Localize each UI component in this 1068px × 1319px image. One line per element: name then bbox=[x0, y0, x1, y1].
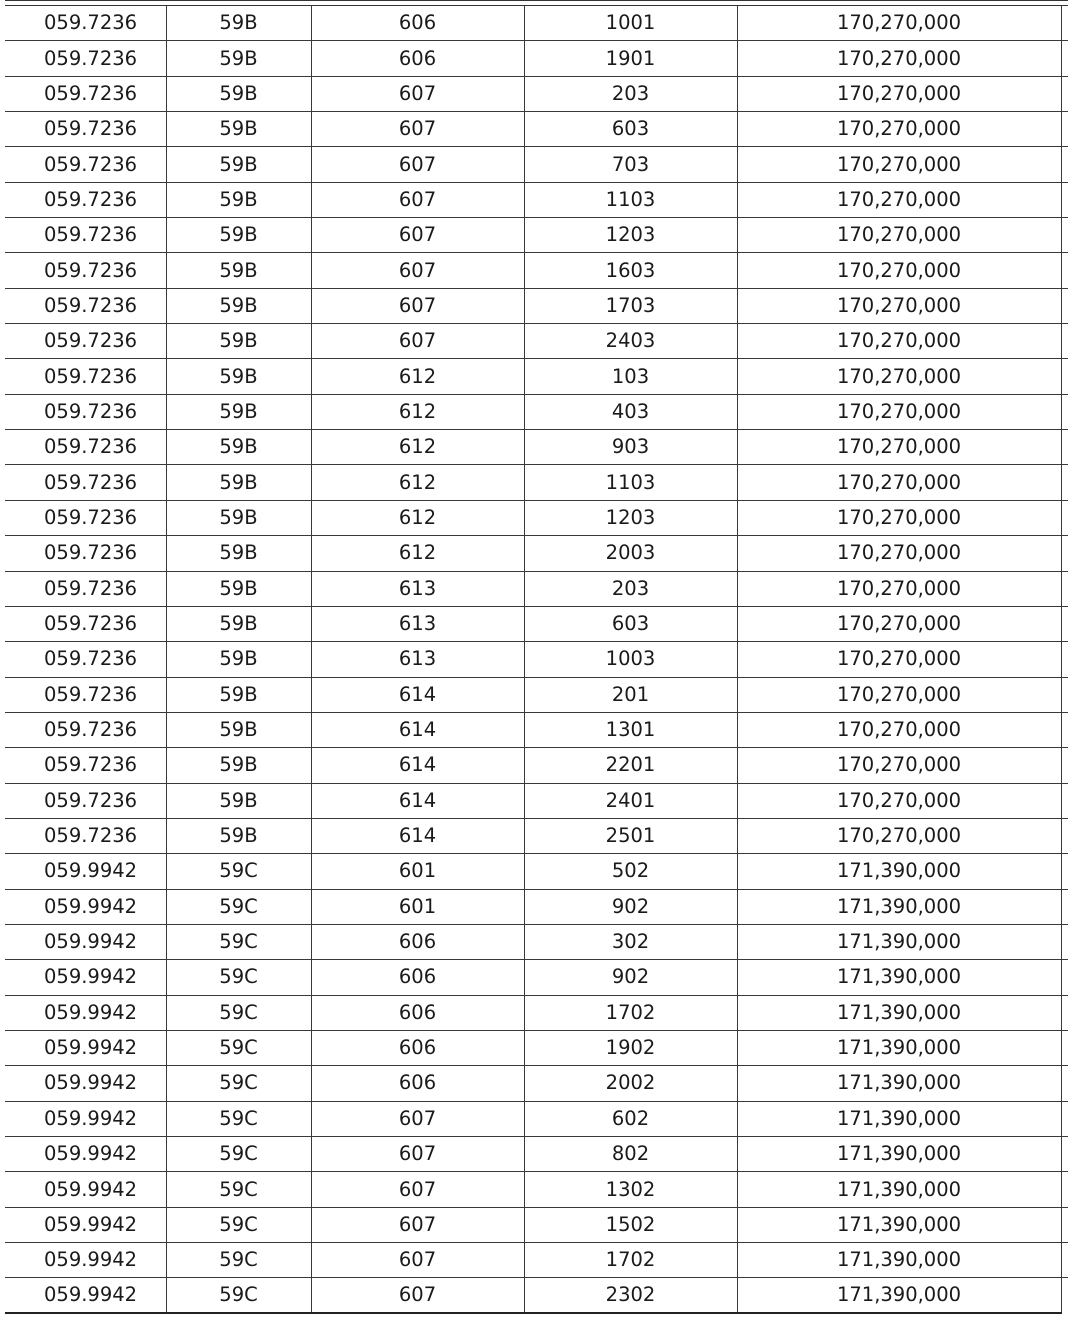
type-cell: 59B bbox=[166, 394, 311, 429]
price-cell: 171,390,000 bbox=[737, 960, 1061, 995]
building-cell: 606 bbox=[311, 995, 524, 1030]
unit-cell: 1103 bbox=[524, 465, 737, 500]
type-cell: 59B bbox=[166, 783, 311, 818]
price-cell: 170,270,000 bbox=[737, 182, 1061, 217]
unit-cell: 1703 bbox=[524, 288, 737, 323]
row-edge bbox=[1061, 889, 1068, 924]
row-edge bbox=[1061, 536, 1068, 571]
row-edge bbox=[1061, 1278, 1068, 1314]
unit-cell: 1702 bbox=[524, 1243, 737, 1278]
building-cell: 607 bbox=[311, 1207, 524, 1242]
unit-cell: 2501 bbox=[524, 818, 737, 853]
building-cell: 607 bbox=[311, 76, 524, 111]
building-cell: 612 bbox=[311, 465, 524, 500]
building-cell: 606 bbox=[311, 1066, 524, 1101]
area-code-cell: 059.9942 bbox=[5, 1207, 166, 1242]
area-code-cell: 059.7236 bbox=[5, 818, 166, 853]
area-code-cell: 059.7236 bbox=[5, 218, 166, 253]
table-row bbox=[5, 889, 1068, 924]
type-cell: 59B bbox=[166, 147, 311, 182]
unit-cell: 1302 bbox=[524, 1172, 737, 1207]
area-code-cell: 059.7236 bbox=[5, 324, 166, 359]
type-cell: 59C bbox=[166, 1207, 311, 1242]
unit-cell: 201 bbox=[524, 677, 737, 712]
building-cell: 612 bbox=[311, 430, 524, 465]
row-edge bbox=[1061, 359, 1068, 394]
area-code-cell: 059.9942 bbox=[5, 995, 166, 1030]
row-edge bbox=[1061, 112, 1068, 147]
row-edge bbox=[1061, 748, 1068, 783]
row-edge bbox=[1061, 1066, 1068, 1101]
type-cell: 59C bbox=[166, 854, 311, 889]
row-edge bbox=[1061, 6, 1068, 41]
building-cell: 614 bbox=[311, 818, 524, 853]
area-code-cell: 059.7236 bbox=[5, 642, 166, 677]
table-row bbox=[5, 1172, 1068, 1207]
area-code-cell: 059.7236 bbox=[5, 465, 166, 500]
table-row bbox=[5, 818, 1068, 853]
area-code-cell: 059.7236 bbox=[5, 147, 166, 182]
table-row bbox=[5, 288, 1068, 323]
row-edge bbox=[1061, 1243, 1068, 1278]
unit-cell: 1502 bbox=[524, 1207, 737, 1242]
unit-cell: 603 bbox=[524, 112, 737, 147]
price-cell: 170,270,000 bbox=[737, 818, 1061, 853]
type-cell: 59B bbox=[166, 500, 311, 535]
area-code-cell: 059.9942 bbox=[5, 1101, 166, 1136]
table-row bbox=[5, 500, 1068, 535]
price-cell: 171,390,000 bbox=[737, 1207, 1061, 1242]
table-row bbox=[5, 783, 1068, 818]
price-cell: 170,270,000 bbox=[737, 571, 1061, 606]
type-cell: 59B bbox=[166, 677, 311, 712]
row-edge bbox=[1061, 430, 1068, 465]
table-row bbox=[5, 430, 1068, 465]
table-row bbox=[5, 854, 1068, 889]
area-code-cell: 059.9942 bbox=[5, 924, 166, 959]
type-cell: 59B bbox=[166, 41, 311, 76]
area-code-cell: 059.7236 bbox=[5, 430, 166, 465]
row-edge bbox=[1061, 712, 1068, 747]
unit-cell: 1301 bbox=[524, 712, 737, 747]
unit-cell: 2002 bbox=[524, 1066, 737, 1101]
table-row bbox=[5, 6, 1068, 41]
area-code-cell: 059.7236 bbox=[5, 783, 166, 818]
unit-cell: 103 bbox=[524, 359, 737, 394]
table-row bbox=[5, 995, 1068, 1030]
building-cell: 606 bbox=[311, 41, 524, 76]
price-cell: 170,270,000 bbox=[737, 6, 1061, 41]
type-cell: 59B bbox=[166, 536, 311, 571]
table-row bbox=[5, 324, 1068, 359]
table-row bbox=[5, 536, 1068, 571]
price-cell: 171,390,000 bbox=[737, 995, 1061, 1030]
table-row bbox=[5, 76, 1068, 111]
type-cell: 59B bbox=[166, 76, 311, 111]
type-cell: 59B bbox=[166, 818, 311, 853]
area-code-cell: 059.9942 bbox=[5, 1278, 166, 1314]
price-cell: 170,270,000 bbox=[737, 430, 1061, 465]
unit-cell: 2401 bbox=[524, 783, 737, 818]
table-row bbox=[5, 1278, 1068, 1314]
price-cell: 170,270,000 bbox=[737, 253, 1061, 288]
table-row bbox=[5, 677, 1068, 712]
row-edge bbox=[1061, 253, 1068, 288]
table-row bbox=[5, 924, 1068, 959]
building-cell: 607 bbox=[311, 288, 524, 323]
row-edge bbox=[1061, 960, 1068, 995]
building-cell: 607 bbox=[311, 1101, 524, 1136]
area-code-cell: 059.7236 bbox=[5, 748, 166, 783]
price-cell: 171,390,000 bbox=[737, 854, 1061, 889]
table-row bbox=[5, 465, 1068, 500]
type-cell: 59C bbox=[166, 1172, 311, 1207]
building-cell: 613 bbox=[311, 606, 524, 641]
row-edge bbox=[1061, 394, 1068, 429]
row-edge bbox=[1061, 76, 1068, 111]
price-cell: 170,270,000 bbox=[737, 147, 1061, 182]
table-row bbox=[5, 606, 1068, 641]
type-cell: 59C bbox=[166, 960, 311, 995]
type-cell: 59B bbox=[166, 465, 311, 500]
area-code-cell: 059.7236 bbox=[5, 253, 166, 288]
unit-cell: 802 bbox=[524, 1137, 737, 1172]
unit-cell: 2403 bbox=[524, 324, 737, 359]
price-cell: 170,270,000 bbox=[737, 465, 1061, 500]
building-cell: 601 bbox=[311, 854, 524, 889]
unit-cell: 1901 bbox=[524, 41, 737, 76]
building-cell: 607 bbox=[311, 324, 524, 359]
area-code-cell: 059.9942 bbox=[5, 1137, 166, 1172]
price-cell: 171,390,000 bbox=[737, 1030, 1061, 1065]
type-cell: 59B bbox=[166, 606, 311, 641]
price-cell: 170,270,000 bbox=[737, 536, 1061, 571]
row-edge bbox=[1061, 147, 1068, 182]
building-cell: 614 bbox=[311, 677, 524, 712]
type-cell: 59B bbox=[166, 571, 311, 606]
price-table-container bbox=[5, 0, 1068, 1314]
unit-cell: 2003 bbox=[524, 536, 737, 571]
price-cell: 170,270,000 bbox=[737, 394, 1061, 429]
unit-cell: 2201 bbox=[524, 748, 737, 783]
type-cell: 59C bbox=[166, 1243, 311, 1278]
type-cell: 59C bbox=[166, 1101, 311, 1136]
row-edge bbox=[1061, 1030, 1068, 1065]
price-cell: 170,270,000 bbox=[737, 642, 1061, 677]
building-cell: 613 bbox=[311, 642, 524, 677]
row-edge bbox=[1061, 677, 1068, 712]
type-cell: 59C bbox=[166, 995, 311, 1030]
price-cell: 170,270,000 bbox=[737, 359, 1061, 394]
building-cell: 607 bbox=[311, 1172, 524, 1207]
row-edge bbox=[1061, 1137, 1068, 1172]
price-cell: 170,270,000 bbox=[737, 112, 1061, 147]
type-cell: 59B bbox=[166, 6, 311, 41]
row-edge bbox=[1061, 41, 1068, 76]
unit-cell: 203 bbox=[524, 571, 737, 606]
building-cell: 601 bbox=[311, 889, 524, 924]
area-code-cell: 059.7236 bbox=[5, 500, 166, 535]
building-cell: 612 bbox=[311, 500, 524, 535]
unit-cell: 1603 bbox=[524, 253, 737, 288]
unit-cell: 902 bbox=[524, 889, 737, 924]
price-cell: 170,270,000 bbox=[737, 500, 1061, 535]
unit-cell: 1203 bbox=[524, 218, 737, 253]
area-code-cell: 059.7236 bbox=[5, 606, 166, 641]
area-code-cell: 059.7236 bbox=[5, 677, 166, 712]
building-cell: 607 bbox=[311, 1278, 524, 1314]
area-code-cell: 059.9942 bbox=[5, 1172, 166, 1207]
table-row bbox=[5, 1101, 1068, 1136]
area-code-cell: 059.7236 bbox=[5, 571, 166, 606]
area-code-cell: 059.7236 bbox=[5, 6, 166, 41]
price-cell: 171,390,000 bbox=[737, 1243, 1061, 1278]
area-code-cell: 059.9942 bbox=[5, 854, 166, 889]
row-edge bbox=[1061, 783, 1068, 818]
building-cell: 612 bbox=[311, 394, 524, 429]
price-cell: 171,390,000 bbox=[737, 1278, 1061, 1314]
table-row bbox=[5, 218, 1068, 253]
building-cell: 612 bbox=[311, 359, 524, 394]
row-edge bbox=[1061, 571, 1068, 606]
area-code-cell: 059.9942 bbox=[5, 889, 166, 924]
building-cell: 606 bbox=[311, 924, 524, 959]
type-cell: 59B bbox=[166, 324, 311, 359]
type-cell: 59B bbox=[166, 182, 311, 217]
unit-cell: 403 bbox=[524, 394, 737, 429]
type-cell: 59B bbox=[166, 359, 311, 394]
table-row bbox=[5, 1066, 1068, 1101]
building-cell: 607 bbox=[311, 1137, 524, 1172]
row-edge bbox=[1061, 606, 1068, 641]
row-edge bbox=[1061, 995, 1068, 1030]
table-row bbox=[5, 112, 1068, 147]
building-cell: 613 bbox=[311, 571, 524, 606]
area-code-cell: 059.7236 bbox=[5, 41, 166, 76]
price-cell: 170,270,000 bbox=[737, 218, 1061, 253]
unit-cell: 203 bbox=[524, 76, 737, 111]
row-edge bbox=[1061, 642, 1068, 677]
table-row bbox=[5, 182, 1068, 217]
price-cell: 170,270,000 bbox=[737, 288, 1061, 323]
area-code-cell: 059.9942 bbox=[5, 1066, 166, 1101]
type-cell: 59C bbox=[166, 889, 311, 924]
row-edge bbox=[1061, 465, 1068, 500]
unit-cell: 1001 bbox=[524, 6, 737, 41]
unit-cell: 603 bbox=[524, 606, 737, 641]
type-cell: 59B bbox=[166, 748, 311, 783]
unit-cell: 902 bbox=[524, 960, 737, 995]
price-cell: 171,390,000 bbox=[737, 1066, 1061, 1101]
unit-cell: 2302 bbox=[524, 1278, 737, 1314]
row-edge bbox=[1061, 818, 1068, 853]
row-edge bbox=[1061, 924, 1068, 959]
unit-cell: 903 bbox=[524, 430, 737, 465]
price-cell: 170,270,000 bbox=[737, 606, 1061, 641]
type-cell: 59C bbox=[166, 924, 311, 959]
row-edge bbox=[1061, 218, 1068, 253]
table-row bbox=[5, 571, 1068, 606]
price-cell: 170,270,000 bbox=[737, 748, 1061, 783]
unit-cell: 602 bbox=[524, 1101, 737, 1136]
building-cell: 607 bbox=[311, 112, 524, 147]
table-row bbox=[5, 147, 1068, 182]
type-cell: 59C bbox=[166, 1137, 311, 1172]
price-cell: 170,270,000 bbox=[737, 783, 1061, 818]
table-row bbox=[5, 712, 1068, 747]
price-cell: 171,390,000 bbox=[737, 924, 1061, 959]
area-code-cell: 059.7236 bbox=[5, 288, 166, 323]
table-row bbox=[5, 1207, 1068, 1242]
area-code-cell: 059.9942 bbox=[5, 1243, 166, 1278]
unit-cell: 502 bbox=[524, 854, 737, 889]
building-cell: 607 bbox=[311, 253, 524, 288]
area-code-cell: 059.7236 bbox=[5, 112, 166, 147]
building-cell: 606 bbox=[311, 960, 524, 995]
area-code-cell: 059.7236 bbox=[5, 76, 166, 111]
price-cell: 170,270,000 bbox=[737, 41, 1061, 76]
price-cell: 170,270,000 bbox=[737, 324, 1061, 359]
building-cell: 612 bbox=[311, 536, 524, 571]
row-edge bbox=[1061, 1172, 1068, 1207]
type-cell: 59C bbox=[166, 1066, 311, 1101]
area-code-cell: 059.9942 bbox=[5, 960, 166, 995]
unit-cell: 1702 bbox=[524, 995, 737, 1030]
area-code-cell: 059.7236 bbox=[5, 536, 166, 571]
area-code-cell: 059.7236 bbox=[5, 359, 166, 394]
building-cell: 614 bbox=[311, 712, 524, 747]
table-row bbox=[5, 394, 1068, 429]
building-cell: 614 bbox=[311, 783, 524, 818]
price-cell: 171,390,000 bbox=[737, 1172, 1061, 1207]
unit-cell: 1203 bbox=[524, 500, 737, 535]
row-edge bbox=[1061, 182, 1068, 217]
table-row bbox=[5, 253, 1068, 288]
table-row bbox=[5, 642, 1068, 677]
price-table bbox=[5, 0, 1068, 1314]
row-edge bbox=[1061, 1101, 1068, 1136]
area-code-cell: 059.7236 bbox=[5, 394, 166, 429]
area-code-cell: 059.9942 bbox=[5, 1030, 166, 1065]
table-row bbox=[5, 1137, 1068, 1172]
row-edge bbox=[1061, 288, 1068, 323]
price-cell: 171,390,000 bbox=[737, 889, 1061, 924]
building-cell: 614 bbox=[311, 748, 524, 783]
type-cell: 59C bbox=[166, 1278, 311, 1314]
table-row bbox=[5, 960, 1068, 995]
price-cell: 170,270,000 bbox=[737, 76, 1061, 111]
row-edge bbox=[1061, 324, 1068, 359]
type-cell: 59B bbox=[166, 112, 311, 147]
type-cell: 59B bbox=[166, 218, 311, 253]
unit-cell: 703 bbox=[524, 147, 737, 182]
area-code-cell: 059.7236 bbox=[5, 182, 166, 217]
unit-cell: 1003 bbox=[524, 642, 737, 677]
table-row bbox=[5, 359, 1068, 394]
type-cell: 59B bbox=[166, 642, 311, 677]
unit-cell: 302 bbox=[524, 924, 737, 959]
unit-cell: 1103 bbox=[524, 182, 737, 217]
building-cell: 607 bbox=[311, 147, 524, 182]
row-edge bbox=[1061, 500, 1068, 535]
table-row bbox=[5, 748, 1068, 783]
area-code-cell: 059.7236 bbox=[5, 712, 166, 747]
building-cell: 606 bbox=[311, 6, 524, 41]
type-cell: 59B bbox=[166, 430, 311, 465]
row-edge bbox=[1061, 1207, 1068, 1242]
type-cell: 59B bbox=[166, 712, 311, 747]
table-body bbox=[5, 6, 1068, 1314]
price-cell: 171,390,000 bbox=[737, 1137, 1061, 1172]
building-cell: 607 bbox=[311, 182, 524, 217]
unit-cell: 1902 bbox=[524, 1030, 737, 1065]
building-cell: 606 bbox=[311, 1030, 524, 1065]
price-cell: 170,270,000 bbox=[737, 712, 1061, 747]
table-row bbox=[5, 41, 1068, 76]
type-cell: 59B bbox=[166, 253, 311, 288]
price-cell: 170,270,000 bbox=[737, 677, 1061, 712]
building-cell: 607 bbox=[311, 218, 524, 253]
table-row bbox=[5, 1243, 1068, 1278]
type-cell: 59B bbox=[166, 288, 311, 323]
row-edge bbox=[1061, 854, 1068, 889]
table-row bbox=[5, 1030, 1068, 1065]
building-cell: 607 bbox=[311, 1243, 524, 1278]
type-cell: 59C bbox=[166, 1030, 311, 1065]
price-cell: 171,390,000 bbox=[737, 1101, 1061, 1136]
